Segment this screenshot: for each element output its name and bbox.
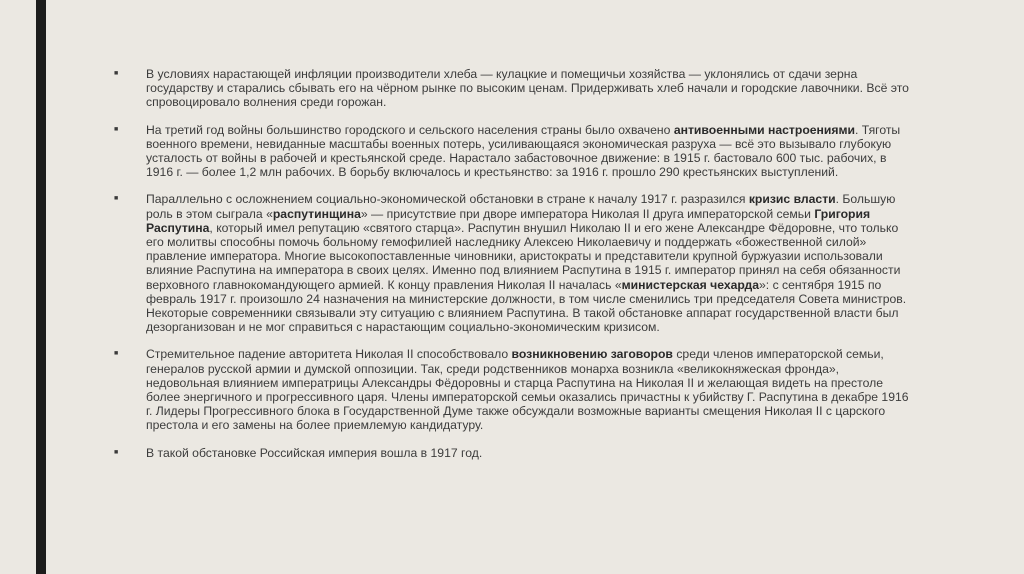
left-accent-bar bbox=[36, 0, 46, 574]
paragraph-text bbox=[146, 123, 912, 180]
bullet-square-icon: ■ bbox=[114, 350, 119, 358]
text-run: Параллельно с осложнением социально-экономической обстановки в стране к началу 1917 г. разразился bbox=[146, 192, 749, 207]
text-run: Стремительное падение авторитета Николая II способствовало bbox=[146, 347, 512, 362]
text-run: В такой обстановке Российская империя вошла в 1917 год. bbox=[146, 445, 483, 460]
text-run: »: с сентября 1915 по февраль 1917 г. произошло 24 назначения на министерские должности, в том числе сменились три председателя Совета министров. Некоторые современники связывали эту ситуацию с влиянием Распутина. В такой обстановке аппарат государственной власти был дезорганизован и не мог справиться с нарастающим социально-экономическим кризисом. bbox=[146, 277, 907, 335]
text-run: На третий год войны большинство городского и сельского населения страны было охвачено bbox=[146, 122, 674, 137]
bold-term: распутинщина bbox=[272, 206, 361, 221]
text-run: среди членов императорской семьи, генералов русской армии и думской оппозиции. Так, среди родственников монарха возникла «великокняжеская фронда», недовольная влиянием императрицы Александры Фёдоровны и старца Распутина на Николая II и желающая видеть на престоле более энергичного и прогрессивного царя. Члены императорской семьи оказались причастны к убийству Г. Распутина в декабре 1916 г. Лидеры Прогрессивного блока в Государственной Думе также обсуждали возможные варианты смещения Николая II с царского престола и его замены на более приемлемую кандидатуру. bbox=[146, 347, 909, 433]
bullet-square-icon: ■ bbox=[114, 70, 119, 77]
bullet-square-icon: ■ bbox=[114, 195, 119, 203]
bold-term: кризис власти bbox=[748, 192, 836, 207]
paragraph-inflation bbox=[112, 67, 912, 110]
text-run: . Большую роль в этом сыграла « bbox=[146, 192, 896, 221]
bold-term: Григория Распутина bbox=[146, 206, 871, 235]
bullet-square-icon: ■ bbox=[114, 125, 119, 133]
slide-content bbox=[112, 67, 912, 473]
paragraph-text bbox=[146, 446, 912, 460]
paragraph-text bbox=[146, 347, 912, 432]
text-run: , который имел репутацию «святого старца». Распутин внушил Николаю II и его жене Александре Фёдоровне, что только его молитвы способны помочь больному гемофилией наследнику Алексею Николаевичу и поддержать «божественной силой» правление императора. Многие высокопоставленные чиновники, аристократы и представители крупной буржуазии использовали влияние Распутина на императора в своих целях. Именно под влиянием Распутина в 1915 г. император принял на себя обязанности верховного главнокомандующего армией. К концу правления Николая II началась « bbox=[146, 220, 901, 292]
paragraph-text bbox=[146, 67, 912, 110]
text-run: . Тяготы военного времени, невиданные масштабы военных потерь, усиливающаяся экономическая разруха — всё это вызывало глубокую усталость от войны в рабочей и крестьянской среде. Нарастало забастовочное движение: в 1915 г. бастовало 600 тыс. рабочих, в 1916 г. — более 1,2 млн рабочих. В борьбу включалось и крестьянство: за 1916 г. прошло 290 крестьянских выступлений. bbox=[146, 122, 901, 180]
text-run: В условиях нарастающей инфляции производители хлеба — кулацкие и помещичьи хозяйства — уклонялись от сдачи зерна государству и старались сбывать его на чёрном рынке по высоким ценам. Придерживать хлеб начали и городские лавочники. Всё это спровоцировало волнения среди горожан. bbox=[146, 67, 909, 110]
bullet-square-icon: ■ bbox=[114, 448, 119, 456]
bold-term: министерская чехарда bbox=[621, 277, 760, 292]
text-run: » — присутствие при дворе императора Николая II друга императорской семьи bbox=[360, 206, 815, 221]
bold-term: антивоенными настроениями bbox=[673, 122, 856, 137]
bold-term: возникновению заговоров bbox=[511, 347, 673, 362]
paragraph-conclusion bbox=[112, 446, 912, 460]
paragraph-text bbox=[146, 192, 912, 334]
paragraph-power-crisis bbox=[112, 192, 912, 334]
paragraph-conspiracies bbox=[112, 347, 912, 432]
paragraph-antiwar bbox=[112, 123, 912, 180]
